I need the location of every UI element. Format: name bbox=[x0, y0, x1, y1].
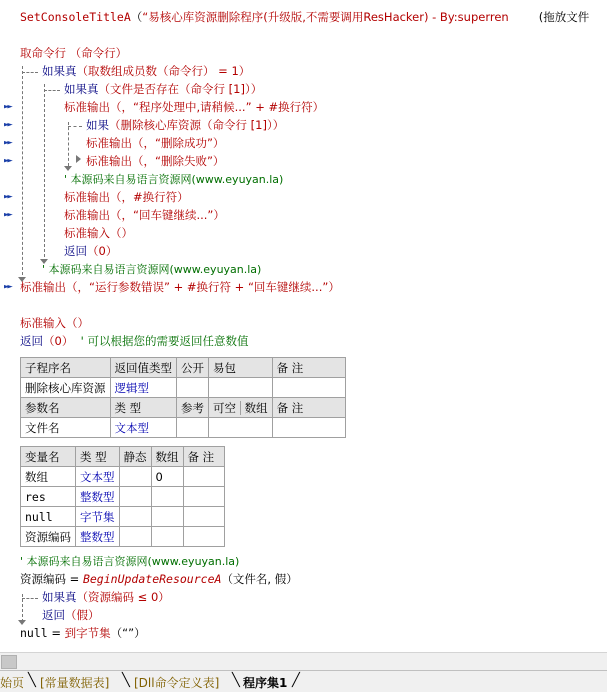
keyword-if-true: 如果真 bbox=[64, 82, 99, 96]
line-comment: ' 可以根据您的需要返回任意数值 bbox=[80, 334, 249, 348]
code-comment-line[interactable]: ' 本源码来自易语言资源网(www.eyuyan.la) bbox=[64, 173, 284, 186]
keyword-if: 如果 bbox=[86, 118, 109, 132]
var-note-cell[interactable] bbox=[183, 527, 224, 547]
tab-separator-icon: ╱ bbox=[292, 673, 300, 688]
header-cell: 静态 bbox=[119, 447, 151, 467]
breakpoint-arrow-icon[interactable]: ►► bbox=[4, 120, 11, 130]
code-comment-line[interactable]: ' 本源码来自易语言资源网(www.eyuyan.la) bbox=[42, 263, 262, 276]
code-line-15[interactable]: 标准输出（，“运行参数错误” + #换行符 + “回车键继续...”） bbox=[20, 280, 340, 294]
var-array-cell[interactable]: 0 bbox=[151, 467, 183, 487]
code-line-4[interactable]: 如果真（文件是否存在（命令行 [1]）） bbox=[64, 82, 263, 96]
var-array-cell[interactable] bbox=[151, 507, 183, 527]
string-literal: “易核心库资源删除程序(升级版,不需要调用ResHacker) - By:superren bbox=[142, 10, 509, 24]
code-line-19[interactable]: 资源编码 = BeginUpdateResourceA（文件名, 假） bbox=[20, 572, 298, 586]
code-line-20[interactable]: 如果真（资源编码 ≤ 0） bbox=[42, 590, 170, 604]
flow-arrow bbox=[76, 155, 81, 163]
flow-line bbox=[68, 122, 69, 166]
code-line-16[interactable]: 标准输入（） bbox=[20, 316, 89, 330]
epackage-cell[interactable] bbox=[209, 378, 273, 398]
flow-arrow bbox=[64, 166, 72, 171]
flow-line bbox=[44, 84, 45, 262]
header-cell: 子程序名 bbox=[21, 358, 111, 378]
tab-constant-table[interactable]: [常量数据表] bbox=[40, 676, 110, 690]
breakpoint-arrow-icon[interactable]: ►► bbox=[4, 192, 11, 202]
header-cell: 可空 数组 bbox=[209, 398, 273, 418]
keyword-if-true: 如果真 bbox=[42, 590, 77, 604]
var-static-cell[interactable] bbox=[119, 467, 151, 487]
return-type-cell[interactable]: 逻辑型 bbox=[110, 378, 177, 398]
code-line-2[interactable]: 取命令行 （命令行） bbox=[20, 46, 128, 60]
param-note-cell[interactable] bbox=[272, 418, 345, 438]
var-array-cell[interactable] bbox=[151, 527, 183, 547]
flow-line bbox=[68, 126, 82, 127]
var-type-cell[interactable]: 字节集 bbox=[76, 507, 120, 527]
code-line-22[interactable]: null = 到字节集（“”） bbox=[20, 626, 146, 640]
scrollbar-thumb[interactable] bbox=[1, 655, 17, 669]
code-line-21[interactable]: 返回（假） bbox=[42, 608, 100, 622]
header-cell: 类 型 bbox=[110, 398, 177, 418]
breakpoint-arrow-icon[interactable]: ►► bbox=[4, 156, 11, 166]
code-comment-line[interactable]: ' 本源码来自易语言资源网(www.eyuyan.la) bbox=[20, 555, 240, 568]
code-line-13[interactable]: 返回（0） bbox=[64, 244, 118, 258]
param-ref-cell[interactable] bbox=[177, 418, 209, 438]
code-line-1[interactable]: SetConsoleTitleA（“易核心库资源删除程序(升级版,不需要调用ResHacker) - By:superren (拖放文件 bbox=[20, 10, 590, 24]
subroutine-table[interactable] bbox=[20, 357, 346, 438]
code-line-3[interactable]: 如果真（取数组成员数（命令行） = 1） bbox=[42, 64, 251, 78]
note-cell[interactable] bbox=[272, 378, 345, 398]
api-call: SetConsoleTitleA bbox=[20, 10, 131, 24]
public-cell[interactable] bbox=[177, 378, 209, 398]
code-line-10[interactable]: 标准输出（，#换行符） bbox=[64, 190, 189, 204]
var-array-cell[interactable] bbox=[151, 487, 183, 507]
var-note-cell[interactable] bbox=[183, 467, 224, 487]
var-type-cell[interactable]: 整数型 bbox=[76, 527, 120, 547]
line-comment: (拖放文件 bbox=[538, 10, 590, 24]
param-nullable-cell[interactable] bbox=[209, 418, 273, 438]
tab-dll-command-table[interactable]: [Dll命令定义表] bbox=[134, 676, 220, 690]
param-name-cell[interactable]: 文件名 bbox=[21, 418, 111, 438]
bottom-tab-bar bbox=[0, 670, 607, 692]
code-line-17[interactable]: 返回（0） ' 可以根据您的需要返回任意数值 bbox=[20, 334, 249, 348]
horizontal-scrollbar[interactable] bbox=[0, 652, 607, 670]
tab-start-page[interactable]: 始页 bbox=[0, 676, 25, 690]
flow-line bbox=[44, 90, 60, 91]
header-cell: 参考 bbox=[177, 398, 209, 418]
breakpoint-arrow-icon[interactable]: ►► bbox=[4, 138, 11, 148]
breakpoint-arrow-icon[interactable]: ►► bbox=[4, 282, 11, 292]
var-name-cell[interactable]: 资源编码 bbox=[21, 527, 76, 547]
var-static-cell[interactable] bbox=[119, 527, 151, 547]
header-cell: 数组 bbox=[151, 447, 183, 467]
flow-line bbox=[22, 66, 23, 280]
var-type-cell[interactable]: 文本型 bbox=[76, 467, 120, 487]
tab-separator-icon: ╲ bbox=[232, 673, 240, 688]
header-cell: 返回值类型 bbox=[110, 358, 177, 378]
subroutine-name-cell[interactable]: 删除核心库资源 bbox=[21, 378, 111, 398]
local-variable-table[interactable] bbox=[20, 446, 225, 547]
header-cell: 类 型 bbox=[76, 447, 120, 467]
code-line-5[interactable]: 标准输出（，“程序处理中,请稍候...” + #换行符） bbox=[64, 100, 325, 114]
header-cell: 备 注 bbox=[272, 398, 345, 418]
tab-separator-icon: ╲ bbox=[28, 673, 36, 688]
code-line-12[interactable]: 标准输入（） bbox=[64, 226, 133, 240]
header-cell: 备 注 bbox=[183, 447, 224, 467]
header-cell: 参数名 bbox=[21, 398, 111, 418]
keyword-if-true: 如果真 bbox=[42, 64, 77, 78]
var-name-cell[interactable]: res bbox=[21, 487, 76, 507]
header-cell: 变量名 bbox=[21, 447, 76, 467]
param-type-cell[interactable]: 文本型 bbox=[110, 418, 177, 438]
header-cell: 易包 bbox=[209, 358, 273, 378]
tab-program-set[interactable]: 程序集1 bbox=[243, 676, 288, 690]
breakpoint-arrow-icon[interactable]: ►► bbox=[4, 102, 11, 112]
var-type-cell[interactable]: 整数型 bbox=[76, 487, 120, 507]
var-note-cell[interactable] bbox=[183, 507, 224, 527]
header-cell: 公开 bbox=[177, 358, 209, 378]
code-line-8[interactable]: 标准输出（，“删除失败”） bbox=[86, 154, 225, 168]
flow-arrow bbox=[18, 620, 26, 625]
header-cell: 备 注 bbox=[272, 358, 345, 378]
code-line-11[interactable]: 标准输出（，“回车键继续...”） bbox=[64, 208, 225, 222]
var-name-cell[interactable]: 数组 bbox=[21, 467, 76, 487]
code-line-6[interactable]: 如果（删除核心库资源（命令行 [1]）） bbox=[86, 118, 285, 132]
var-static-cell[interactable] bbox=[119, 507, 151, 527]
breakpoint-arrow-icon[interactable]: ►► bbox=[4, 210, 11, 220]
var-note-cell[interactable] bbox=[183, 487, 224, 507]
var-name-cell[interactable]: null bbox=[21, 507, 76, 527]
flow-line bbox=[22, 72, 38, 73]
flow-line bbox=[22, 598, 38, 599]
tab-separator-icon: ╲ bbox=[122, 673, 130, 688]
var-static-cell[interactable] bbox=[119, 487, 151, 507]
code-line-7[interactable]: 标准输出（，“删除成功”） bbox=[86, 136, 225, 150]
